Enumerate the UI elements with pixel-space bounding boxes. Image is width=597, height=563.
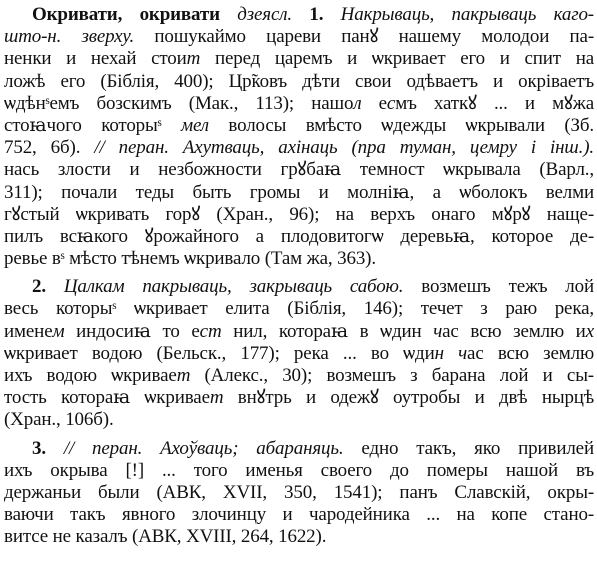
text-run: возмешъ тежъ лой	[403, 276, 594, 298]
text-run: стоꙗчого которыˢ	[4, 114, 182, 136]
text-run: ложѣ его (Біблія, 400); Цр̃ковъ дѣти свои одѣваетъ и окріваетъ	[4, 70, 594, 92]
entry-line	[4, 321, 594, 343]
entry-line	[4, 4, 594, 26]
italic-text: што-н. зверху.	[4, 26, 135, 48]
italic-text: ст	[199, 320, 222, 342]
text-run: гꙋстый ѡкривать горꙋ (Хран., 96); на верхъ онаго мꙋрꙋ наще-	[4, 203, 594, 225]
bold-text: Окривати, окривати	[32, 4, 220, 25]
text-run: е	[361, 92, 387, 114]
text-run: (Хран., 106б).	[4, 409, 114, 431]
text-run: имене	[4, 320, 53, 342]
entry-line	[4, 298, 594, 320]
text-run: весь которыˢ ѡкривает елита (Біблія, 146); течет з раю река,	[4, 298, 594, 320]
text-run: 311); почали теды быть громы и молніꙗ, а ѡболокъ велми	[4, 181, 594, 203]
text-run: внꙋтрь и одежꙋ оутробы и двѣ нырцѣ	[223, 387, 594, 409]
text-run: ихъ водою ѡкривае	[4, 365, 177, 386]
text-run: ѡдѣнˢемъ бозскимъ (Мак., 113); нашо	[4, 92, 354, 114]
text-run: пилъ всꙗкого ꙋрожайного а плодовитогѡ деревьꙗ, которое де-	[4, 225, 594, 247]
italic-text: м	[52, 320, 65, 342]
entry-line	[4, 248, 594, 270]
entry-line	[4, 48, 594, 70]
entry-line	[4, 204, 594, 226]
text-run: нась злости и незбожности грꙋбаꙗ темност ѡкрывала (Варл.,	[4, 159, 594, 181]
text-run: ас всю землю	[467, 342, 594, 364]
entry-line	[4, 137, 594, 159]
entry-line	[4, 115, 594, 137]
text-run: 752, 6б).	[4, 137, 95, 159]
italic-text: т	[186, 48, 201, 70]
entry-line	[4, 182, 594, 204]
text-run: тость котораꙗ ѡкривае	[4, 387, 210, 409]
text-run: ихъ окрыва [!] ... того именья своего до померы нашой въ	[4, 459, 594, 481]
text-run: ѡкривает водою (Бельск., 177); река ... во ѡди	[4, 342, 435, 364]
entry-line	[4, 482, 594, 504]
text-run: нил, котораꙗ в ѡдин	[221, 320, 434, 342]
text-run	[444, 343, 458, 364]
entry-line	[4, 409, 594, 431]
entry-line	[4, 387, 594, 409]
text-run: едно такъ, яко привилей	[343, 437, 594, 459]
italic-text: ч	[433, 320, 443, 342]
italic-text: н	[434, 342, 444, 364]
italic-text: // перан. Ахоўваць; абараняць.	[45, 437, 344, 459]
entry-line	[4, 26, 594, 48]
bold-text: 3.	[32, 437, 46, 459]
entry-line	[4, 460, 594, 482]
italic-text: с	[386, 92, 396, 114]
text-run: ненки и нехай стои	[4, 48, 187, 70]
entry-line	[4, 226, 594, 248]
italic-text: // перан. Ахутваць, ахінаць (пра туман, цемру і інш.).	[94, 137, 594, 159]
dictionary-entry	[4, 4, 594, 555]
entry-line	[4, 504, 594, 526]
italic-text: т	[209, 387, 224, 409]
text-run: мъ хаткꙋ ... и мꙋжа	[395, 92, 594, 114]
text-run: ас всю землю и	[442, 320, 586, 342]
entry-line	[4, 93, 594, 115]
italic-text: дзеясл.	[219, 4, 310, 25]
italic-text: мел	[181, 114, 209, 136]
text-run: пошукаймо цареви панꙋ нашему молодои па-	[134, 26, 594, 48]
sense-2	[4, 276, 594, 431]
text-run: витсе не казалъ (АВК, XVIII, 264, 1622).	[4, 526, 327, 548]
italic-text: л	[353, 92, 362, 114]
text-run: индосиꙗ то е	[64, 320, 200, 342]
sense-1	[4, 4, 594, 270]
text-run: ревье вˢ мѣсто тѣнемъ ѡкривало (Там жа, 363).	[4, 248, 376, 270]
text-run: держаньи были (АВК, XVII, 350, 1541); панъ Славскій, окры-	[4, 481, 594, 503]
entry-line	[4, 159, 594, 181]
entry-line	[4, 365, 594, 387]
italic-text: т	[176, 365, 191, 386]
entry-line	[4, 343, 594, 365]
bold-text: 2.	[32, 276, 46, 298]
bold-text: 1.	[309, 4, 324, 25]
italic-text: ч	[458, 342, 468, 364]
italic-text: х	[585, 320, 594, 342]
italic-text: Накрываць, пакрываць каго-	[323, 4, 594, 25]
entry-line	[4, 276, 594, 298]
entry-line	[4, 438, 594, 460]
text-run: перед царемъ и ѡкривает его и спит на	[200, 48, 594, 70]
sense-3	[4, 438, 594, 549]
entry-line	[4, 526, 594, 548]
italic-text: Цалкам пакрываць, закрываць сабою.	[45, 276, 404, 298]
text-run: волосы вмѣсто ѡдежды ѡкрывали (Зб.	[208, 114, 594, 136]
text-run: ваючи такъ явного злочинцу и чародейника ... на копе стано-	[4, 504, 594, 526]
text-run: (Алекс., 30); возмешъ з барана лой и сы-	[190, 365, 594, 386]
entry-line	[4, 71, 594, 93]
